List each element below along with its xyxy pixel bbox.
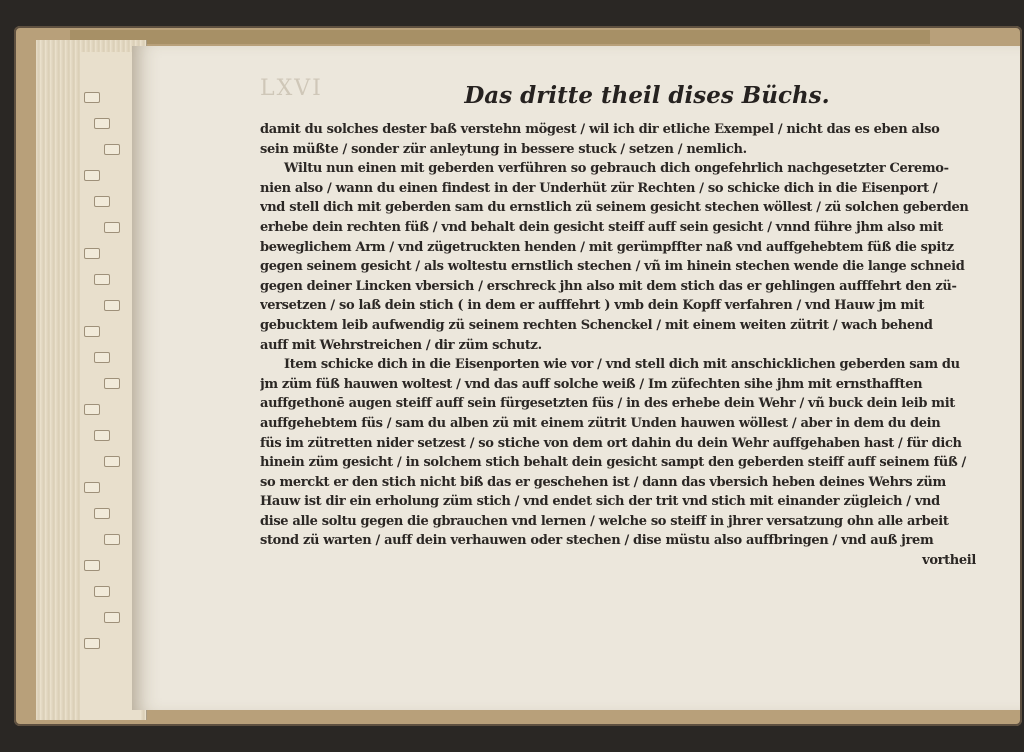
text-line: gegen seinem gesicht / als woltestu ernstlich stechen / vñ im hinein stechen wende die lange schneid <box>260 259 965 275</box>
page-tab <box>94 586 110 597</box>
page-tab <box>84 248 100 259</box>
page-tab <box>104 222 120 233</box>
cover-top-edge <box>70 30 930 44</box>
text-line: damit du solches dester baß verstehn mögest / wil ich dir etliche Exempel / nicht das es eben also <box>260 122 940 137</box>
text-line: auffgehebtem füs / sam du alben zü mit einem zütrit Unden hauwen wöllest / aber in dem du dein <box>260 415 941 431</box>
text-line: jm züm füß hauwen woltest / vnd das auff solche weiß / Im züfechten sihe jhm mit ernsthafften <box>260 376 923 392</box>
page-tab <box>94 196 110 207</box>
page-tab <box>84 170 100 181</box>
page-tab <box>94 508 110 519</box>
text-line: nien also / wann du einen findest in der Underhüt zür Rechten / so schicke dich in die Eisenport / <box>260 180 938 196</box>
text-line: erhebe dein rechten füß / vnd behalt dein gesicht steiff auff sein gesicht / vnnd führe jhm also mit <box>260 219 943 235</box>
text-line: auffgethonē augen steiff auff sein fürgesetzten füs / in des erhebe dein Wehr / vñ buck dein leib mit <box>260 396 955 412</box>
book-page <box>132 46 1020 710</box>
text-line: sein müßte / sonder zür anleytung in bessere stuck / setzen / nemlich. <box>260 141 747 157</box>
page-tab <box>84 404 100 415</box>
text-line: hinein züm gesicht / in solchem stich behalt dein gesicht sampt den geberden steiff auff seinem füß / <box>260 455 966 471</box>
text-line: Hauw ist dir ein erholung züm stich / vnd endet sich der trit vnd stich mit einander zügleich / vnd <box>260 494 940 510</box>
folio-number: LXVI <box>260 76 323 101</box>
text-line: stond zü warten / auff dein verhauwen oder stechen / dise müstu also auffbringen / vnd auß jrem <box>260 533 934 549</box>
page-tab <box>94 118 110 129</box>
page-tab <box>104 534 120 545</box>
text-line: beweglichem Arm / vnd zügetruckten henden / mit gerümpffter naß vnd auffgehebtem füß die spitz <box>260 239 954 255</box>
page-tab <box>104 456 120 467</box>
page-tab <box>94 430 110 441</box>
text-line: gebucktem leib aufwendig zü seinem rechten Schenckel / mit einem weiten zütrit / wach behend <box>260 317 933 333</box>
page-tab <box>84 92 100 103</box>
page-tab <box>84 560 100 571</box>
text-line: füs im zütretten nider setzest / so stiche von dem ort dahin du dein Wehr auffgehaben hast / für dich <box>260 435 962 451</box>
running-header: Das dritte theil dises Büchs. <box>464 82 830 109</box>
text-line: Item schicke dich in die Eisenporten wie vor / vnd stell dich mit anschicklichen geberden sam du <box>284 357 960 373</box>
page-tab <box>94 352 110 363</box>
body-text <box>260 120 982 571</box>
text-line: gegen deiner Lincken vbersich / erschreck jhn also mit dem stich das er gehlingen aufffehrt den zü- <box>260 278 957 294</box>
page-tab <box>84 638 100 649</box>
page-tab <box>84 326 100 337</box>
page-edge <box>80 52 140 720</box>
page-tab <box>104 300 120 311</box>
page-tab <box>104 144 120 155</box>
page-tab <box>104 612 120 623</box>
text-line: auff mit Wehrstreichen / dir züm schutz. <box>260 337 542 353</box>
page-tab <box>84 482 100 493</box>
text-line: vnd stell dich mit geberden sam du ernstlich zü seinem gesicht stechen wöllest / zü solchen geberden <box>260 200 969 216</box>
page-tab <box>104 378 120 389</box>
text-line: dise alle soltu gegen die gbrauchen vnd lernen / welche so steiff in jhrer versatzung ohn alle arbeit <box>260 513 949 529</box>
page-tab <box>94 274 110 285</box>
text-line: so merckt er den stich nicht biß das er geschehen ist / dann das vbersich heben deines Wehrs züm <box>260 474 946 490</box>
catchword: vortheil <box>922 553 976 569</box>
text-line: versetzen / so laß dein stich ( in dem er aufffehrt ) vmb dein Kopff verfahren / vnd Hauw jm mit <box>260 298 924 314</box>
text-line: Wiltu nun einen mit geberden verführen so gebrauch dich ongefehrlich nachgesetzter Ceremo- <box>284 161 949 177</box>
